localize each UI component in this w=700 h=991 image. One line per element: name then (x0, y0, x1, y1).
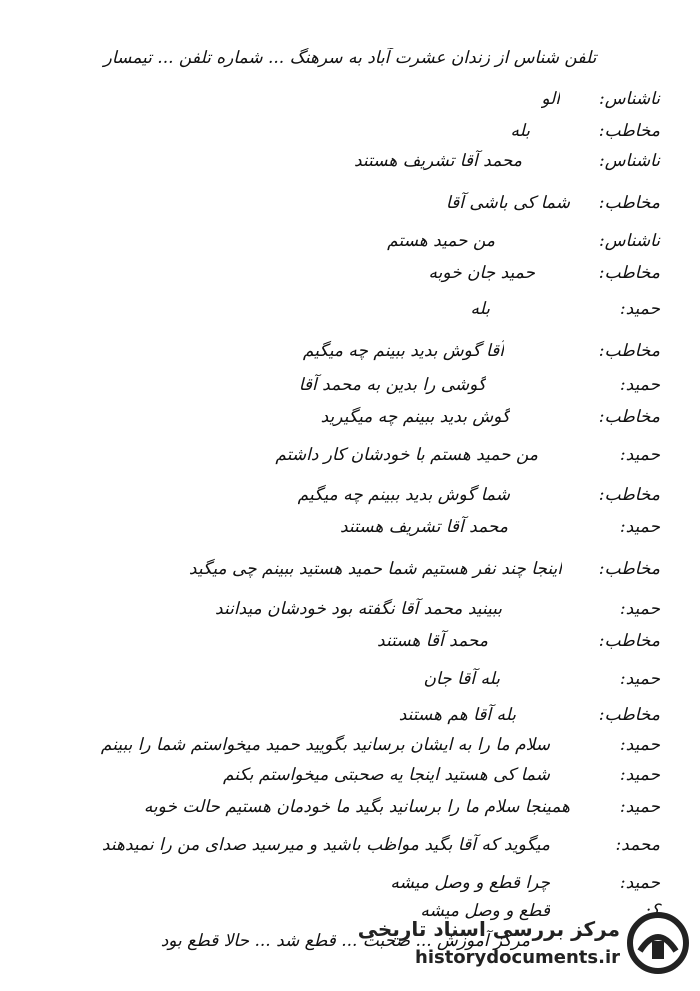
transcript-line: ببینید محمد آقا نگفته بود خودشان میدانند (215, 599, 502, 619)
transcript-line: من حمید هستم (387, 231, 495, 251)
transcript-line: محمد آقا تشریف هستند (354, 151, 522, 171)
speaker-label: مخاطب: (598, 485, 660, 505)
watermark-url: historydocuments.ir (415, 947, 620, 968)
speaker-label: ناشناس: (599, 231, 660, 251)
transcript-line: حمید جان خوبه (428, 263, 535, 283)
watermark-title: مرکز بررسی اسناد تاریخی (357, 917, 620, 941)
speaker-label: حمید: (619, 517, 660, 537)
speaker-label: ؟: (645, 901, 660, 921)
transcript-line: شما کی باشی آقا (445, 193, 570, 213)
speaker-label: حمید: (619, 797, 660, 817)
speaker-label: حمید: (619, 735, 660, 755)
speaker-label: محمد: (615, 835, 660, 855)
speaker-label: حمید: (619, 375, 660, 395)
speaker-label: حمید: (619, 765, 660, 785)
transcript-line: گوش بدید ببینم چه میگیرید (320, 407, 510, 427)
speaker-label: مخاطب: (598, 341, 660, 361)
speaker-label: ناشناس: (599, 89, 660, 109)
transcript-line: بله (470, 299, 490, 319)
document-title: تلفن شناس از زندان عشرت آباد به سرهنگ ... شماره تلفن ... تیمسار (103, 48, 597, 68)
speaker-label: مخاطب: (598, 559, 660, 579)
transcript-line: میگوید که آقا بگید مواظب باشید و میرسید صدای من را نمیدهند (101, 835, 550, 855)
transcript-line: اینجا چند نفر هستیم شما حمید هستید ببینم چی میگید (188, 559, 562, 579)
transcript-line: آقا گوش بدید ببینم چه میگیم (302, 341, 504, 361)
speaker-label: مخاطب: (598, 705, 660, 725)
speaker-label: مخاطب: (598, 631, 660, 651)
transcript-line: الو (541, 89, 560, 109)
transcript-line: شما گوش بدید ببینم چه میگیم (297, 485, 510, 505)
speaker-label: حمید: (619, 299, 660, 319)
transcript-line: قطع و وصل میشه (420, 901, 550, 921)
transcript-line: محمد آقا هستند (377, 631, 488, 651)
transcript-line: بله آقا هم هستند (398, 705, 516, 725)
transcript-line: شما کی هستید اینجا یه صحبتی میخواستم بکنم (222, 765, 550, 785)
transcript-line: بله آقا جان (423, 669, 500, 689)
transcript-line: محمد آقا تشریف هستند (340, 517, 508, 537)
transcript-line: بله (510, 121, 530, 141)
speaker-label: حمید: (619, 599, 660, 619)
archive-logo-icon (626, 911, 690, 975)
speaker-label: حمید: (619, 669, 660, 689)
transcript-line: گوشی را بدین به محمد آقا (298, 375, 486, 395)
speaker-label: حمید: (619, 873, 660, 893)
speaker-label: حمید: (619, 445, 660, 465)
transcript-line: من حمید هستم با خودشان کار داشتم (275, 445, 538, 465)
speaker-label: مخاطب: (598, 121, 660, 141)
transcript-line: سلام ما را به ایشان برسانید بگویید حمید میخواستم شما را ببینم (100, 735, 550, 755)
speaker-label: ناشناس: (599, 151, 660, 171)
speaker-label: مخاطب: (598, 407, 660, 427)
speaker-label: مخاطب: (598, 193, 660, 213)
archive-watermark (260, 911, 690, 981)
speaker-label: مخاطب: (598, 263, 660, 283)
transcript-line: چرا قطع و وصل میشه (390, 873, 550, 893)
transcript-line: همینجا سلام ما را برسانید بگید ما خودمان هستیم حالت خوبه (143, 797, 570, 817)
transcript-line: مرکز آموزش ... صحبت ... قطع شد ... حالا قطع بود (160, 931, 530, 951)
